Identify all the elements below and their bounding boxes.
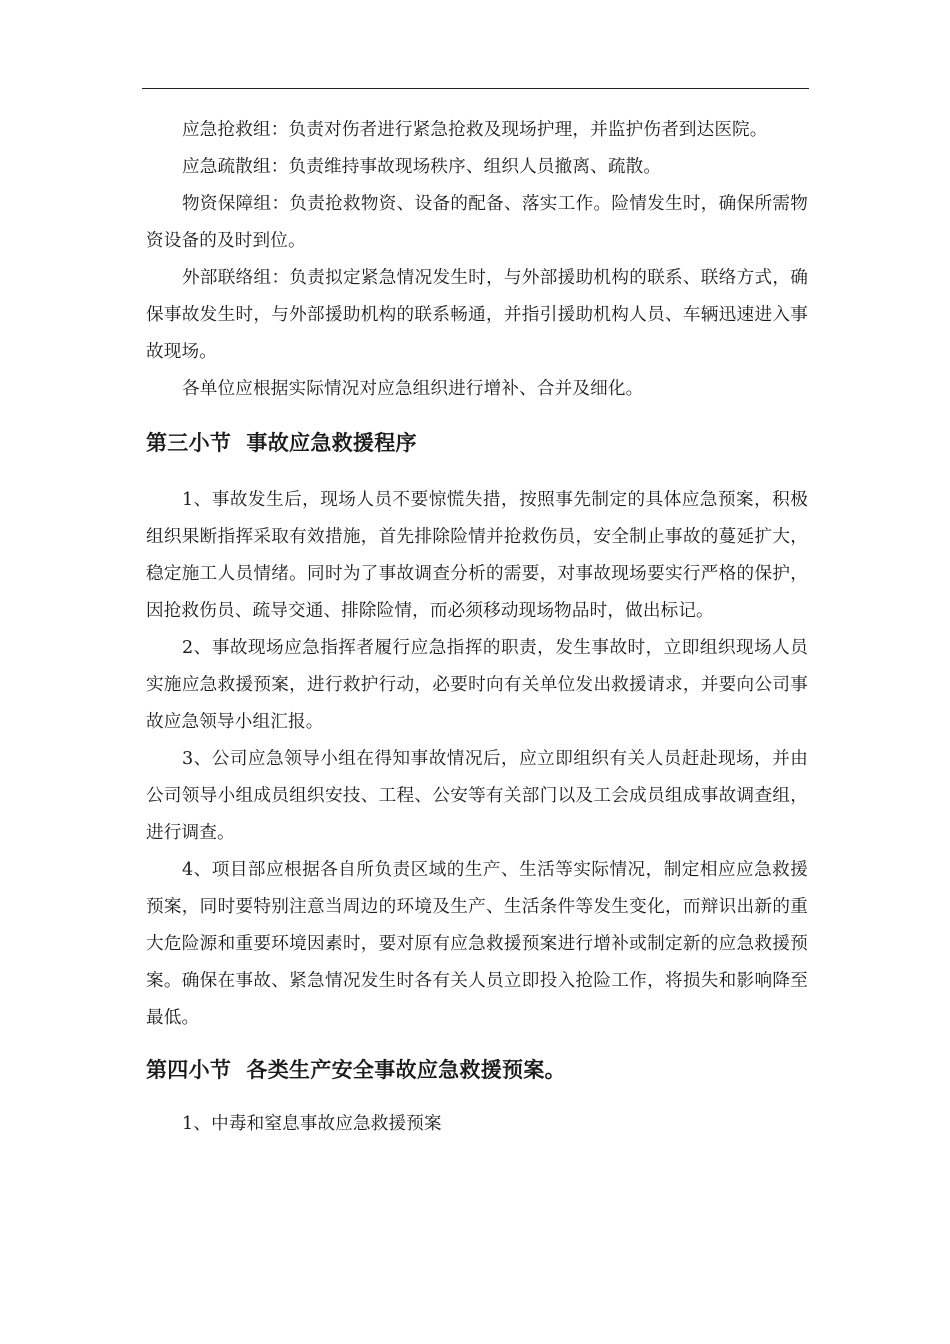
procedure-item-2: 2、事故现场应急指挥者履行应急指挥的职责，发生事故时，立即组织现场人员实施应急救援预案，进行救护行动，必要时向有关单位发出救援请求，并要向公司事故应急领导小组汇报。	[146, 638, 808, 732]
paragraph-evacuation-group: 应急疏散组：负责维持事故现场秩序、组织人员撤离、疏散。	[182, 157, 662, 177]
paragraph-rescue-group: 应急抢救组：负责对伤者进行紧急抢救及现场护理，并监护伤者到达医院。	[182, 120, 768, 140]
document-body	[146, 112, 808, 1143]
procedure-item-3: 3、公司应急领导小组在得知事故情况后，应立即组织有关人员赶赴现场，并由公司领导小组成员组织安技、工程、公安等有关部门以及工会成员组成事故调查组，进行调查。	[146, 749, 808, 843]
paragraph-units-note: 各单位应根据实际情况对应急组织进行增补、合并及细化。	[182, 379, 644, 399]
header-rule	[142, 88, 809, 89]
plan-item-1: 1、中毒和窒息事故应急救援预案	[182, 1114, 442, 1134]
paragraph-liaison-group: 外部联络组：负责拟定紧急情况发生时，与外部援助机构的联系、联络方式，确保事故发生时，与外部援助机构的联系畅通，并指引援助机构人员、车辆迅速进入事故现场。	[146, 268, 808, 362]
procedure-item-4: 4、项目部应根据各自所负责区域的生产、生活等实际情况，制定相应应急救援预案，同时要特别注意当周边的环境及生产、生活条件等发生变化，而辩识出新的重大危险源和重要环境因素时，要对原有应急救援预案进行增补或制定新的应急救援预案。确保在事故、紧急情况发生时各有关人员立即投入抢险工作，将损失和影响降至最低。	[146, 860, 808, 1028]
paragraph-supply-group: 物资保障组：负责抢救物资、设备的配备、落实工作。险情发生时，确保所需物资设备的及时到位。	[146, 194, 808, 251]
procedure-item-1: 1、事故发生后，现场人员不要惊慌失措，按照事先制定的具体应急预案，积极组织果断指挥采取有效措施，首先排除险情并抢救伤员，安全制止事故的蔓延扩大，稳定施工人员情绪。同时为了事故调查分析的需要，对事故现场要实行严格的保护，因抢救伤员、疏导交通、排除险情，而必须移动现场物品时，做出标记。	[146, 490, 808, 621]
section-heading-3: 第三小节 事故应急救援程序	[146, 431, 417, 455]
section-heading-4: 第四小节 各类生产安全事故应急救援预案。	[146, 1058, 566, 1082]
